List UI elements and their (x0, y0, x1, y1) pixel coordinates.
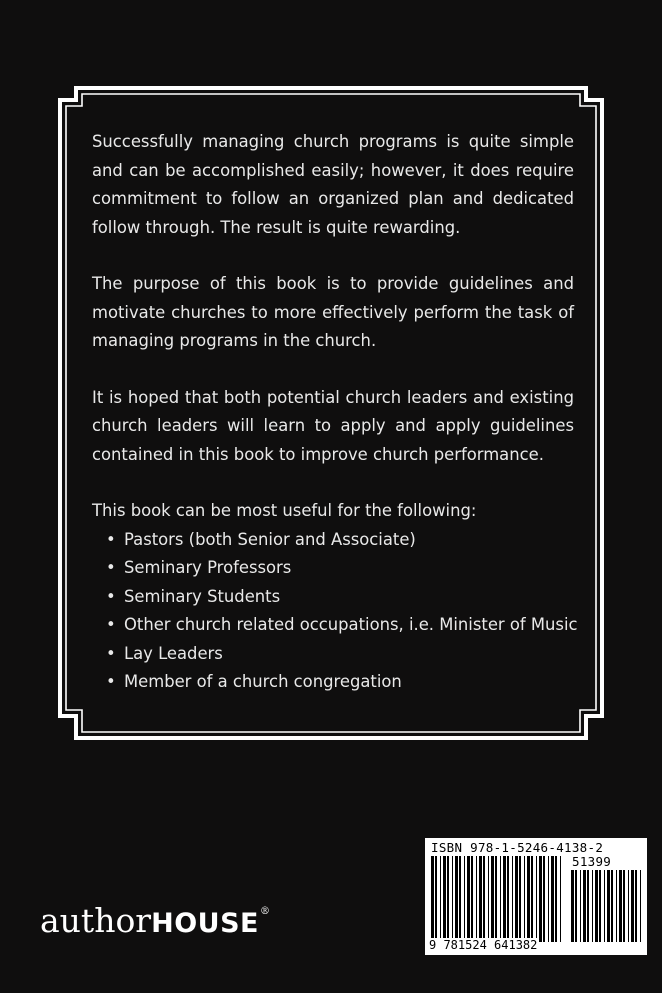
list-item-text: Other church related occupations, i.e. Minister of Music (124, 615, 578, 634)
list-item-text: Member of a church congregation (124, 672, 402, 691)
barcode-bar (455, 856, 458, 942)
barcode-bar (515, 856, 518, 942)
barcode-bar (443, 856, 446, 942)
bullet-dot-icon: • (106, 672, 116, 691)
registered-mark: ® (259, 906, 270, 917)
barcode-bar (531, 856, 533, 942)
isbn-label: ISBN 978-1-5246-4138-2 (431, 840, 604, 855)
barcode-bar (555, 856, 557, 942)
list-item (106, 554, 574, 583)
barcode-bar (587, 870, 589, 942)
barcode-bar (503, 856, 506, 942)
barcode-bar (471, 856, 473, 942)
list-item (106, 611, 578, 640)
barcode-bar (459, 856, 461, 942)
barcode-bar (616, 870, 617, 942)
bullet-dot-icon: • (106, 643, 116, 663)
barcode-bar (575, 870, 577, 942)
list-intro: This book can be most useful for the following: (92, 501, 477, 520)
barcode-bar (435, 856, 437, 942)
barcode-bar (599, 870, 601, 942)
barcode-bar (467, 856, 470, 942)
barcode-bar (491, 856, 494, 942)
bullet-dot-icon: • (106, 586, 116, 606)
barcode-bar (607, 870, 610, 942)
barcode-bar (619, 870, 622, 942)
barcode-bar (548, 856, 549, 942)
list-item (106, 640, 574, 669)
barcode-bar (580, 870, 581, 942)
barcode-bar (447, 856, 449, 942)
publisher-logo (40, 892, 270, 944)
barcode-bar (512, 856, 513, 942)
barcode-bar (571, 870, 574, 942)
paragraph-1: Successfully managing church programs is quite simple and can be accomplished easily; however, it does require commitment to follow an organized plan and dedicated follow through. The result is quite rewarding. (92, 132, 574, 237)
barcode-bar (592, 870, 593, 942)
barcode-bar (431, 856, 434, 942)
price-code: 51399 (572, 854, 612, 869)
paragraph-3: It is hoped that both potential church leaders and existing church leaders will learn to apply and apply guidelines contained in this book to improve church performance. (92, 387, 574, 464)
list-item-text: Lay Leaders (124, 643, 223, 663)
barcode-bar (628, 870, 629, 942)
barcode-bar (483, 856, 485, 942)
barcode-bar (500, 856, 501, 942)
barcode-bar (640, 870, 641, 942)
barcode-bar (452, 856, 453, 942)
list-item (106, 668, 574, 697)
bullet-dot-icon: • (106, 615, 116, 634)
back-cover-text (92, 128, 578, 697)
list-item (106, 583, 574, 612)
barcode-bar (543, 856, 545, 942)
barcode-bar (524, 856, 525, 942)
barcode-bar (507, 856, 509, 942)
barcode-bar (583, 870, 586, 942)
barcode-bar (527, 856, 530, 942)
barcode-bar (604, 870, 605, 942)
isbn-barcode (425, 838, 647, 955)
barcode-bar (495, 856, 497, 942)
bullet-dot-icon: • (106, 558, 116, 577)
barcode-bar (479, 856, 482, 942)
barcode-bar (623, 870, 625, 942)
bullet-dot-icon: • (106, 529, 116, 549)
barcode-bar (611, 870, 613, 942)
list-item (106, 526, 574, 555)
barcode-bar (464, 856, 465, 942)
barcode-bar (631, 870, 634, 942)
barcode-bar (595, 870, 598, 942)
barcode-bar (440, 856, 441, 942)
paragraph-2: The purpose of this book is to provide guidelines and motivate churches to more effectively perform the task of managing programs in the church. (92, 274, 574, 350)
barcode-bar (476, 856, 477, 942)
publisher-name-part1: author (40, 901, 152, 940)
barcode-bar (536, 856, 537, 942)
barcode-bar (560, 856, 561, 942)
ean-digits: 9 781524 641382 (429, 938, 538, 952)
list-item-text: Seminary Students (124, 586, 281, 606)
barcode-bar (635, 870, 637, 942)
list-item-text: Pastors (both Senior and Associate) (124, 529, 416, 549)
list-item-text: Seminary Professors (124, 558, 292, 577)
audience-list (92, 526, 578, 697)
barcode-bar (539, 856, 542, 942)
publisher-name-part2: HOUSE (151, 908, 259, 939)
barcode-bar (488, 856, 489, 942)
barcode-bar (519, 856, 521, 942)
barcode-bar (551, 856, 554, 942)
